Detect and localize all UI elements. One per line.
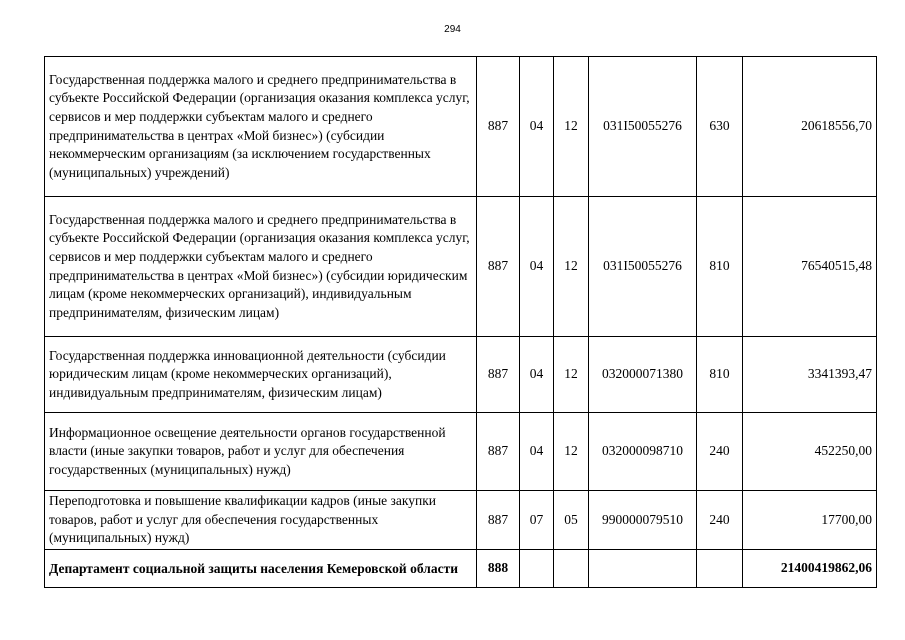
- section-cell: [520, 550, 554, 588]
- department-code-cell: 887: [477, 197, 520, 337]
- department-code-cell: 887: [477, 413, 520, 491]
- amount-cell: 17700,00: [743, 491, 877, 550]
- expense-type-cell: [697, 550, 743, 588]
- subsection-cell: 12: [554, 57, 589, 197]
- section-cell: 04: [520, 413, 554, 491]
- table-row: [45, 491, 877, 550]
- target-article-cell: 031I50055276: [589, 57, 697, 197]
- page-number: 294: [444, 24, 461, 35]
- amount-cell: 452250,00: [743, 413, 877, 491]
- section-cell: 07: [520, 491, 554, 550]
- expense-type-cell: 630: [697, 57, 743, 197]
- table-row: [45, 413, 877, 491]
- expense-name-cell: Государственная поддержка малого и среднего предпринимательства в субъекте Российской Федерации (организация оказания комплекса услуг, сервисов и мер поддержки субъектам малого и среднего предпринимательства в центрах «Мой бизнес») (субсидии некоммерческим организациям (за исключением государственных (муниципальных) учреждений): [45, 57, 477, 197]
- amount-cell: 20618556,70: [743, 57, 877, 197]
- target-article-cell: 031I50055276: [589, 197, 697, 337]
- target-article-cell: 032000071380: [589, 337, 697, 413]
- amount-cell: 76540515,48: [743, 197, 877, 337]
- amount-cell: 3341393,47: [743, 337, 877, 413]
- department-name-cell: Департамент социальной защиты населения Кемеровской области: [45, 550, 477, 588]
- subsection-cell: 12: [554, 337, 589, 413]
- target-article-cell: 990000079510: [589, 491, 697, 550]
- table-row: [45, 57, 877, 197]
- expense-name-cell: Государственная поддержка инновационной деятельности (субсидии юридическим лицам (кроме некоммерческих организаций), индивидуальным предпринимателям, физическим лицам): [45, 337, 477, 413]
- expense-name-cell: Государственная поддержка малого и среднего предпринимательства в субъекте Российской Федерации (организация оказания комплекса услуг, сервисов и мер поддержки субъектам малого и среднего предпринимательства в центрах «Мой бизнес») (субсидии юридическим лицам (кроме некоммерческих организаций), индивидуальным предпринимателям, физическим лицам): [45, 197, 477, 337]
- expense-name-cell: Информационное освещение деятельности органов государственной власти (иные закупки товаров, работ и услуг для обеспечения государственных (муниципальных) нужд): [45, 413, 477, 491]
- subsection-cell: 12: [554, 413, 589, 491]
- table-row: [45, 337, 877, 413]
- expense-type-cell: 240: [697, 491, 743, 550]
- department-code-cell: 887: [477, 337, 520, 413]
- department-code-cell: 887: [477, 57, 520, 197]
- expense-type-cell: 810: [697, 197, 743, 337]
- department-code-cell: 888: [477, 550, 520, 588]
- subsection-cell: [554, 550, 589, 588]
- subsection-cell: 12: [554, 197, 589, 337]
- department-total-row: [45, 550, 877, 588]
- section-cell: 04: [520, 337, 554, 413]
- expense-type-cell: 810: [697, 337, 743, 413]
- section-cell: 04: [520, 57, 554, 197]
- department-code-cell: 887: [477, 491, 520, 550]
- target-article-cell: 032000098710: [589, 413, 697, 491]
- total-amount-cell: 21400419862,06: [743, 550, 877, 588]
- expense-type-cell: 240: [697, 413, 743, 491]
- section-cell: 04: [520, 197, 554, 337]
- expense-name-cell: Переподготовка и повышение квалификации кадров (иные закупки товаров, работ и услуг для обеспечения государственных (муниципальных) нужд): [45, 491, 477, 550]
- budget-table: [44, 56, 877, 588]
- subsection-cell: 05: [554, 491, 589, 550]
- target-article-cell: [589, 550, 697, 588]
- table-row: [45, 197, 877, 337]
